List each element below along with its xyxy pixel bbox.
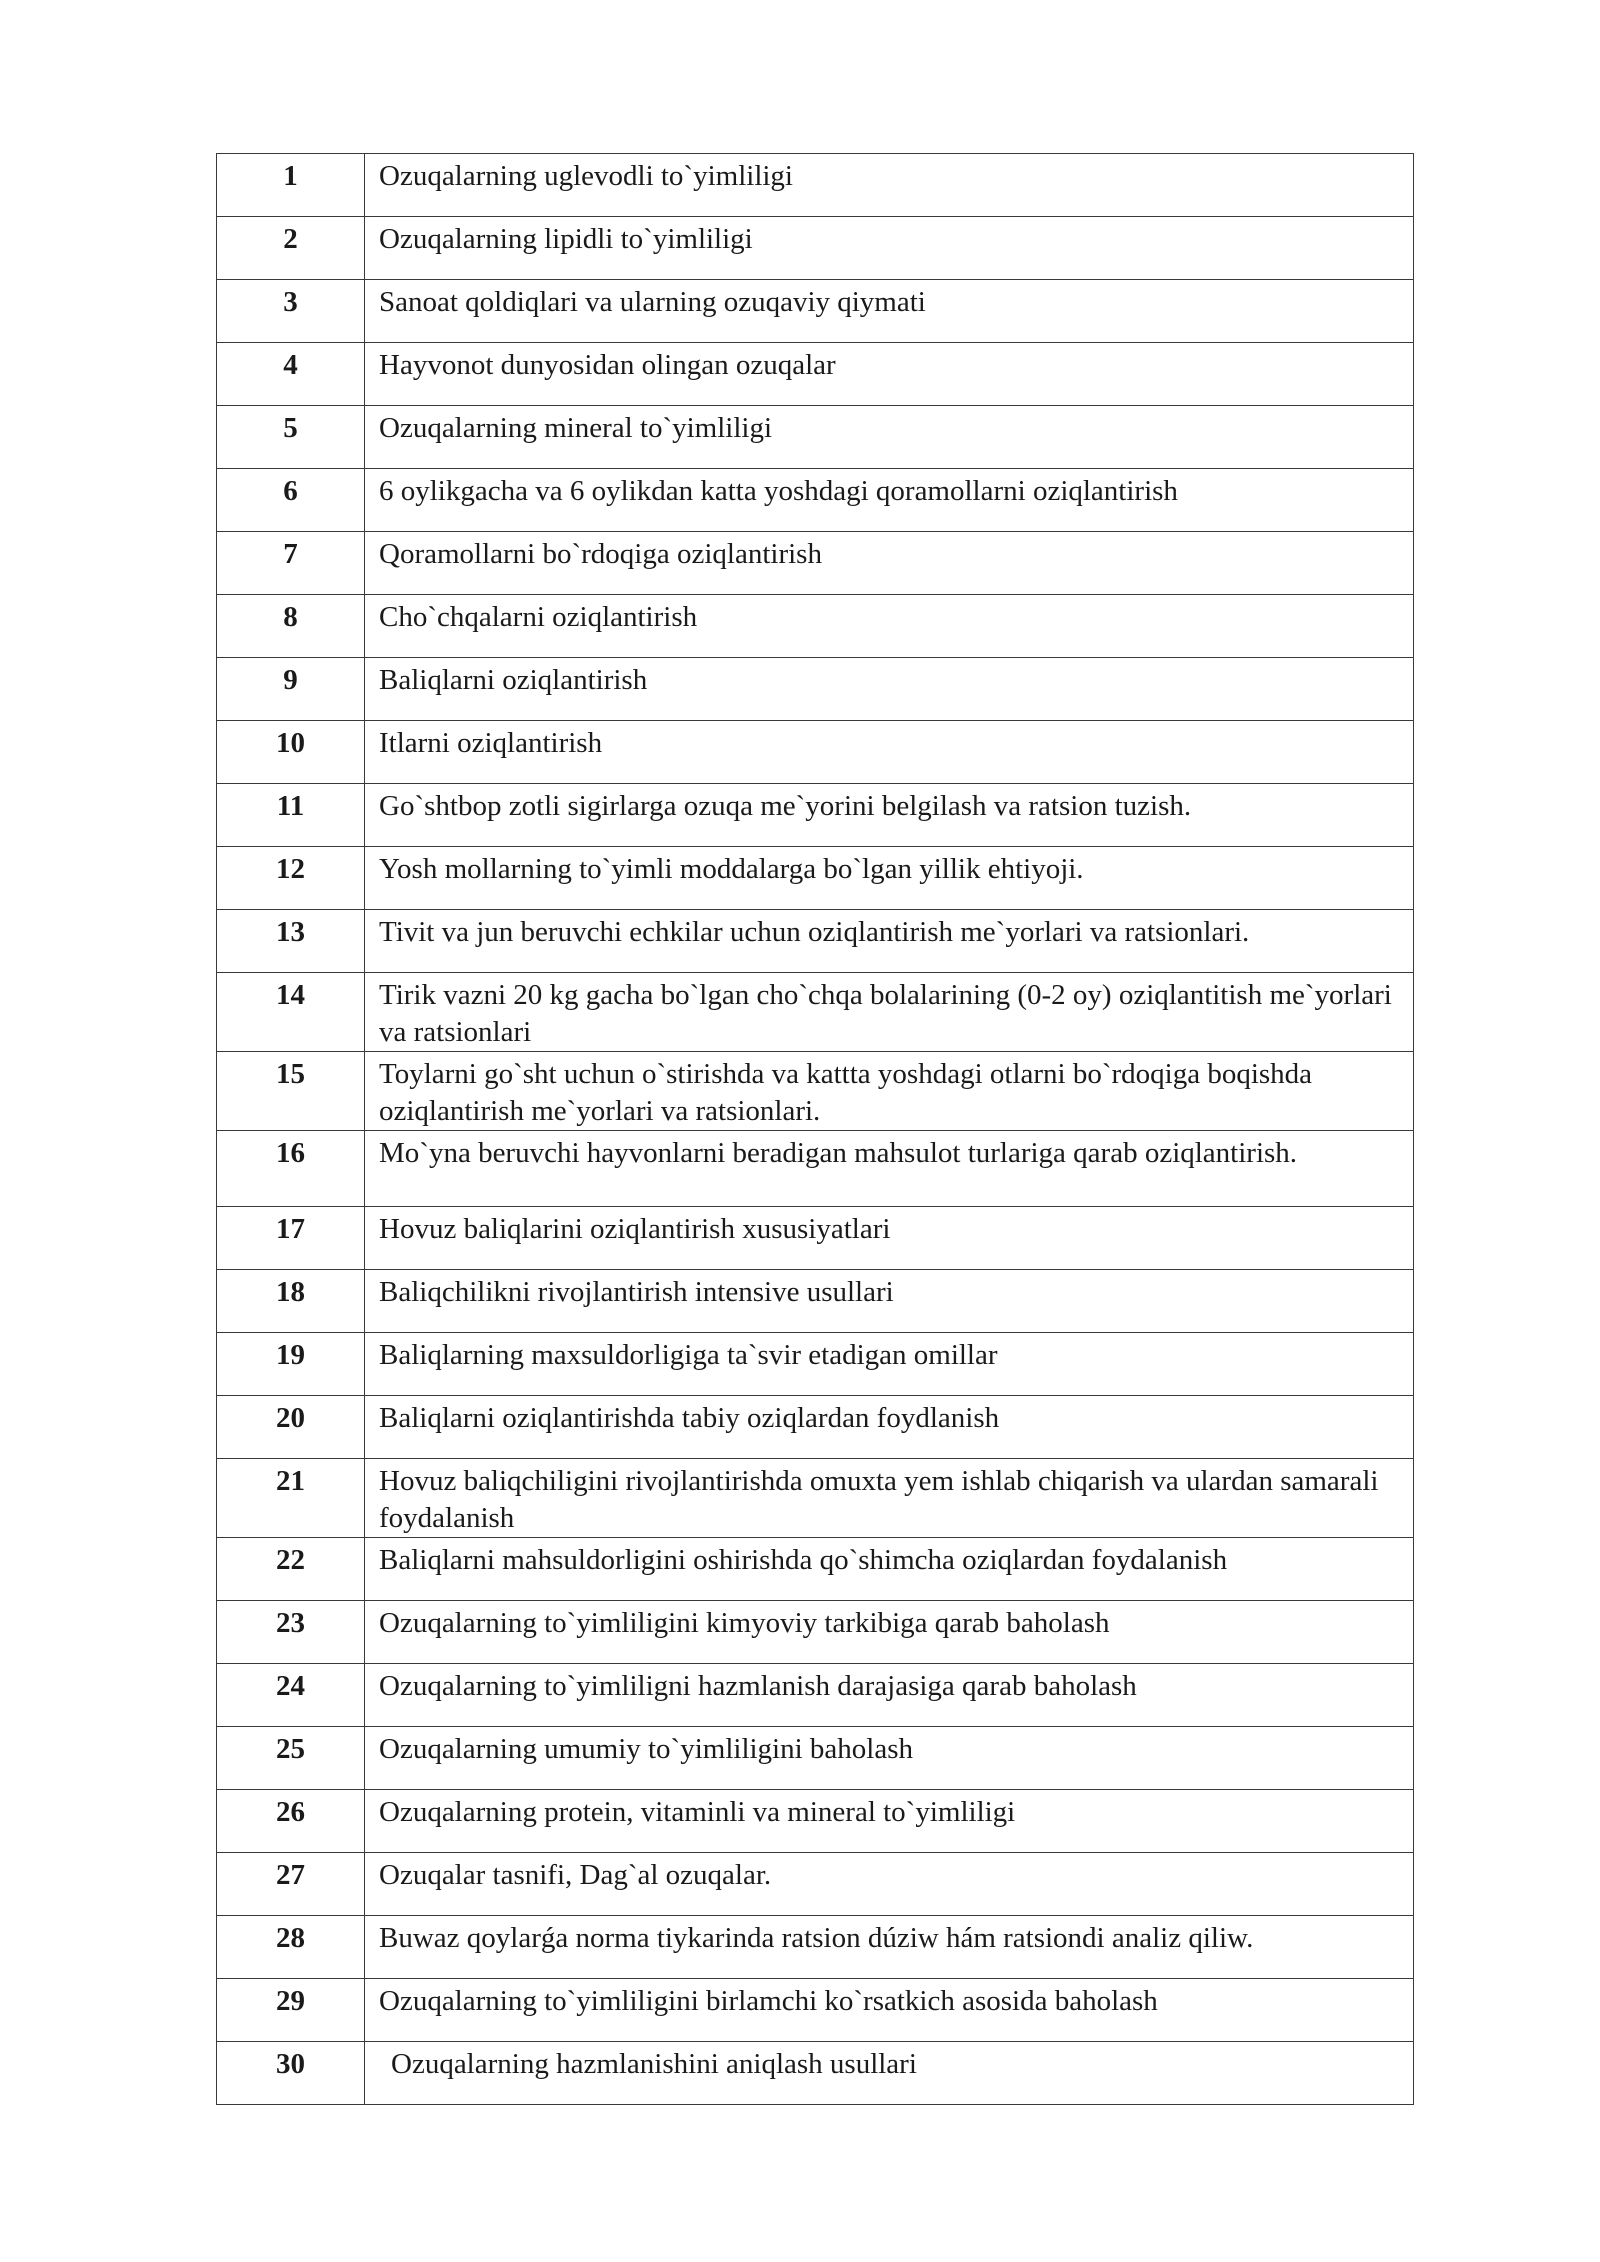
row-number: 9: [217, 658, 365, 721]
row-topic: Baliqlarni oziqlantirishda tabiy oziqlardan foydlanish: [365, 1396, 1414, 1459]
table-row: [217, 154, 1414, 217]
row-number: 29: [217, 1979, 365, 2042]
row-topic: Cho`chqalarni oziqlantirish: [365, 595, 1414, 658]
row-number: 25: [217, 1727, 365, 1790]
row-number: 17: [217, 1207, 365, 1270]
row-number: 22: [217, 1538, 365, 1601]
row-topic: Baliqchilikni rivojlantirish intensive usullari: [365, 1270, 1414, 1333]
table-row: [217, 1207, 1414, 1270]
row-topic: Baliqlarning maxsuldorligiga ta`svir etadigan omillar: [365, 1333, 1414, 1396]
row-topic: Go`shtbop zotli sigirlarga ozuqa me`yorini belgilash va ratsion tuzish.: [365, 784, 1414, 847]
row-number: 5: [217, 406, 365, 469]
row-number: 24: [217, 1664, 365, 1727]
row-number: 1: [217, 154, 365, 217]
row-number: 12: [217, 847, 365, 910]
row-number: 15: [217, 1052, 365, 1131]
row-number: 28: [217, 1916, 365, 1979]
row-topic: Baliqlarni mahsuldorligini oshirishda qo`shimcha oziqlardan foydalanish: [365, 1538, 1414, 1601]
row-topic: 6 oylikgacha va 6 oylikdan katta yoshdagi qoramollarni oziqlantirish: [365, 469, 1414, 532]
row-topic: Ozuqalarning lipidli to`yimliligi: [365, 217, 1414, 280]
row-topic: Ozuqalarning umumiy to`yimliligini baholash: [365, 1727, 1414, 1790]
row-number: 7: [217, 532, 365, 595]
row-topic: Hayvonot dunyosidan olingan ozuqalar: [365, 343, 1414, 406]
table-row: [217, 1979, 1414, 2042]
table-row: [217, 1790, 1414, 1853]
table-row: [217, 1052, 1414, 1131]
row-topic: Ozuqalarning mineral to`yimliligi: [365, 406, 1414, 469]
table-row: [217, 343, 1414, 406]
row-topic: Ozuqalarning hazmlanishini aniqlash usullari: [365, 2042, 1414, 2105]
table-row: [217, 1916, 1414, 1979]
row-topic: Baliqlarni oziqlantirish: [365, 658, 1414, 721]
row-topic: Ozuqalarning to`yimliligni hazmlanish darajasiga qarab baholash: [365, 1664, 1414, 1727]
table-row: [217, 406, 1414, 469]
table-row: [217, 1664, 1414, 1727]
table-row: [217, 1459, 1414, 1538]
table-row: [217, 910, 1414, 973]
table-row: [217, 1333, 1414, 1396]
topics-table: [216, 153, 1414, 2105]
row-number: 2: [217, 217, 365, 280]
table-row: [217, 1131, 1414, 1207]
row-number: 20: [217, 1396, 365, 1459]
row-number: 21: [217, 1459, 365, 1538]
table-row: [217, 595, 1414, 658]
row-topic: Qoramollarni bo`rdoqiga oziqlantirish: [365, 532, 1414, 595]
row-topic: Ozuqalarning to`yimliligini birlamchi ko`rsatkich asosida baholash: [365, 1979, 1414, 2042]
table-row: [217, 1853, 1414, 1916]
row-number: 8: [217, 595, 365, 658]
row-number: 18: [217, 1270, 365, 1333]
table-row: [217, 280, 1414, 343]
table-row: [217, 469, 1414, 532]
table-row: [217, 1396, 1414, 1459]
row-number: 6: [217, 469, 365, 532]
table-row: [217, 658, 1414, 721]
row-number: 19: [217, 1333, 365, 1396]
row-number: 14: [217, 973, 365, 1052]
row-topic: Ozuqalarning protein, vitaminli va mineral to`yimliligi: [365, 1790, 1414, 1853]
table-row: [217, 973, 1414, 1052]
table-row: [217, 847, 1414, 910]
row-topic: Tirik vazni 20 kg gacha bo`lgan cho`chqa bolalarining (0-2 oy) oziqlantitish me`yorlari va ratsionlari: [365, 973, 1414, 1052]
row-number: 23: [217, 1601, 365, 1664]
table-row: [217, 1727, 1414, 1790]
row-topic: Ozuqalar tasnifi, Dag`al ozuqalar.: [365, 1853, 1414, 1916]
row-topic: Tivit va jun beruvchi echkilar uchun oziqlantirish me`yorlari va ratsionlari.: [365, 910, 1414, 973]
row-number: 4: [217, 343, 365, 406]
table-row: [217, 2042, 1414, 2105]
table-row: [217, 1538, 1414, 1601]
table-row: [217, 1270, 1414, 1333]
row-topic: Ozuqalarning uglevodli to`yimliligi: [365, 154, 1414, 217]
row-topic: Buwaz qoylarǵa norma tiykarinda ratsion dúziw hám ratsiondi analiz qiliw.: [365, 1916, 1414, 1979]
row-number: 16: [217, 1131, 365, 1207]
row-topic: Itlarni oziqlantirish: [365, 721, 1414, 784]
row-topic: Mo`yna beruvchi hayvonlarni beradigan mahsulot turlariga qarab oziqlantirish.: [365, 1131, 1414, 1207]
row-topic: Toylarni go`sht uchun o`stirishda va kattta yoshdagi otlarni bo`rdoqiga boqishda oziqlantirish me`yorlari va ratsionlari.: [365, 1052, 1414, 1131]
row-topic: Ozuqalarning to`yimliligini kimyoviy tarkibiga qarab baholash: [365, 1601, 1414, 1664]
row-topic: Hovuz baliqlarini oziqlantirish xususiyatlari: [365, 1207, 1414, 1270]
row-topic: Yosh mollarning to`yimli moddalarga bo`lgan yillik ehtiyoji.: [365, 847, 1414, 910]
table-row: [217, 784, 1414, 847]
row-topic: Hovuz baliqchiligini rivojlantirishda omuxta yem ishlab chiqarish va ulardan samarali foydalanish: [365, 1459, 1414, 1538]
table-row: [217, 1601, 1414, 1664]
table-row: [217, 217, 1414, 280]
row-number: 13: [217, 910, 365, 973]
row-number: 11: [217, 784, 365, 847]
row-number: 26: [217, 1790, 365, 1853]
table-row: [217, 532, 1414, 595]
row-topic: Sanoat qoldiqlari va ularning ozuqaviy qiymati: [365, 280, 1414, 343]
row-number: 3: [217, 280, 365, 343]
table-row: [217, 721, 1414, 784]
row-number: 27: [217, 1853, 365, 1916]
row-number: 10: [217, 721, 365, 784]
row-number: 30: [217, 2042, 365, 2105]
